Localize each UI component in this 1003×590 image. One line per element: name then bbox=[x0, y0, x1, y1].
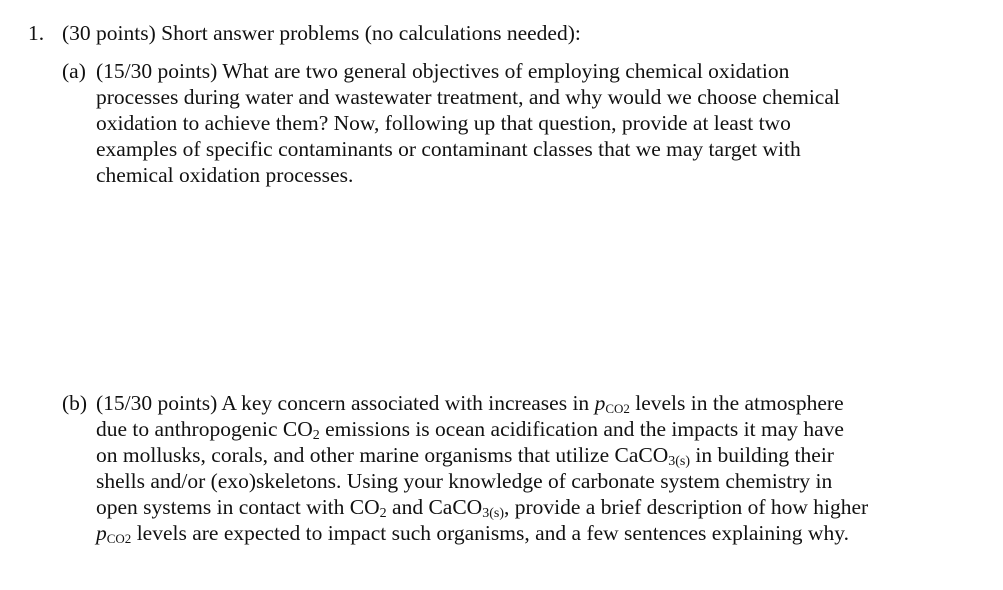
part-a-line-5: chemical oxidation processes. bbox=[96, 163, 354, 187]
part-b-line-2: due to anthropogenic $CO_2$ emissions is ocean acidification and the impacts it may have bbox=[96, 417, 844, 443]
part-b-line-1: (15/30 points) A key concern associated with increases in pCO2 levels in the atmosphere bbox=[96, 391, 844, 416]
part-a-line-3: oxidation to achieve them? Now, following up that question, provide at least two bbox=[96, 111, 791, 135]
pco2-subscript: CO2 bbox=[605, 401, 630, 416]
part-b-label: (b) bbox=[62, 391, 88, 415]
part-a-line-4: examples of specific contaminants or contaminant classes that we may target with bbox=[96, 137, 801, 161]
part-b-line-3: on mollusks, corals, and other marine organisms that utilize CaCO$_{3(s)}$ in building their bbox=[96, 443, 834, 469]
part-a-line-2: processes during water and wastewater treatment, and why would we choose chemical bbox=[96, 85, 840, 109]
part-a-label: (a) bbox=[62, 59, 86, 83]
part-b-line-6: pCO2 levels are expected to impact such organisms, and a few sentences explaining why. bbox=[96, 521, 849, 546]
part-a-line-1: (15/30 points) What are two general objectives of employing chemical oxidation bbox=[96, 59, 790, 83]
part-b-line-5: open systems in contact with $CO_2$ and CaCO$_{3(s)}$, provide a brief description of how higher bbox=[96, 495, 869, 521]
pco2-p: p bbox=[594, 391, 606, 415]
question-title: (30 points) Short answer problems (no calculations needed): bbox=[62, 21, 581, 45]
question-number: 1. bbox=[28, 21, 45, 45]
part-b-line-4: shells and/or (exo)skeletons. Using your knowledge of carbonate system chemistry in bbox=[96, 469, 833, 493]
